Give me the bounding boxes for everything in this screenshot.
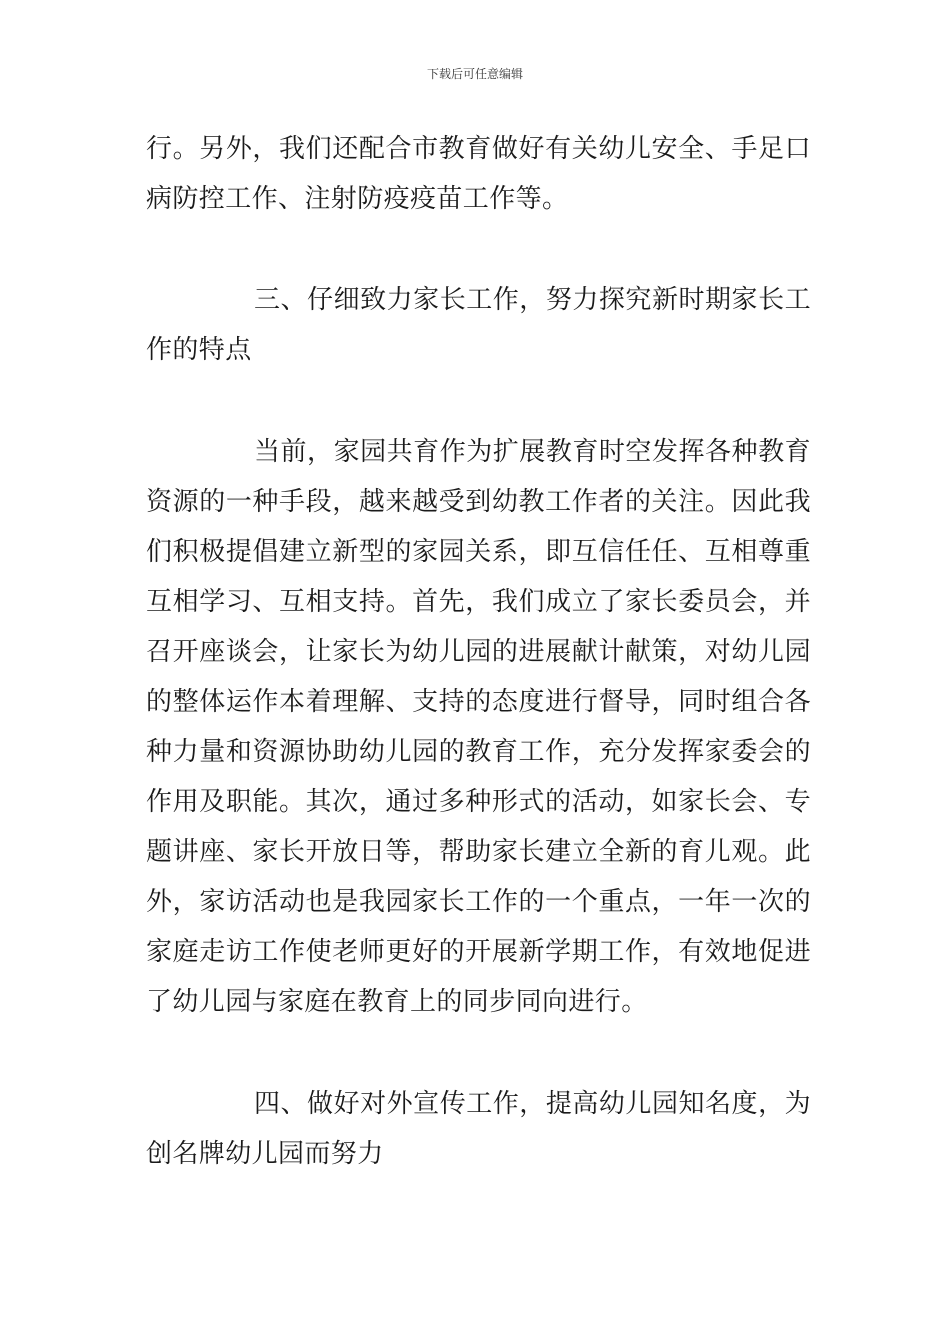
- page-header: 下载后可任意编辑: [426, 67, 523, 81]
- paragraph-continuation: 行。另外，我们还配合市教育做好有关幼儿安全、手足口病防控工作、注射防疫疫苗工作等。: [146, 134, 811, 214]
- paragraph-parent-work: 当前，家园共育作为扩展教育时空发挥各种教育资源的一种手段，越来越受到幼教工作者的关注。因此我们积极提倡建立新型的家园关系，即互信任任、互相尊重互相学习、互相支持。首先，我们成立了家长委员会，并召开座谈会，让家长为幼儿园的进展献计献策，对幼儿园的整体运作本着理解、支持的态度进行督导，同时组合各种力量和资源协助幼儿园的教育工作，充分发挥家委会的作用及职能。其次，通过多种形式的活动，如家长会、专题讲座、家长开放日等，帮助家长建立全新的育儿观。此外，家访活动也是我园家长工作的一个重点，一年一次的家庭走访工作使老师更好的开展新学期工作，有效地促进了幼儿园与家庭在教育上的同步同向进行。: [146, 437, 811, 1017]
- section-heading-three: 三、仔细致力家长工作，努力探究新时期家长工作的特点: [146, 285, 811, 365]
- document-body: [146, 124, 811, 1179]
- section-heading-four: 四、做好对外宣传工作，提高幼儿园知名度，为创名牌幼儿园而努力: [146, 1089, 811, 1169]
